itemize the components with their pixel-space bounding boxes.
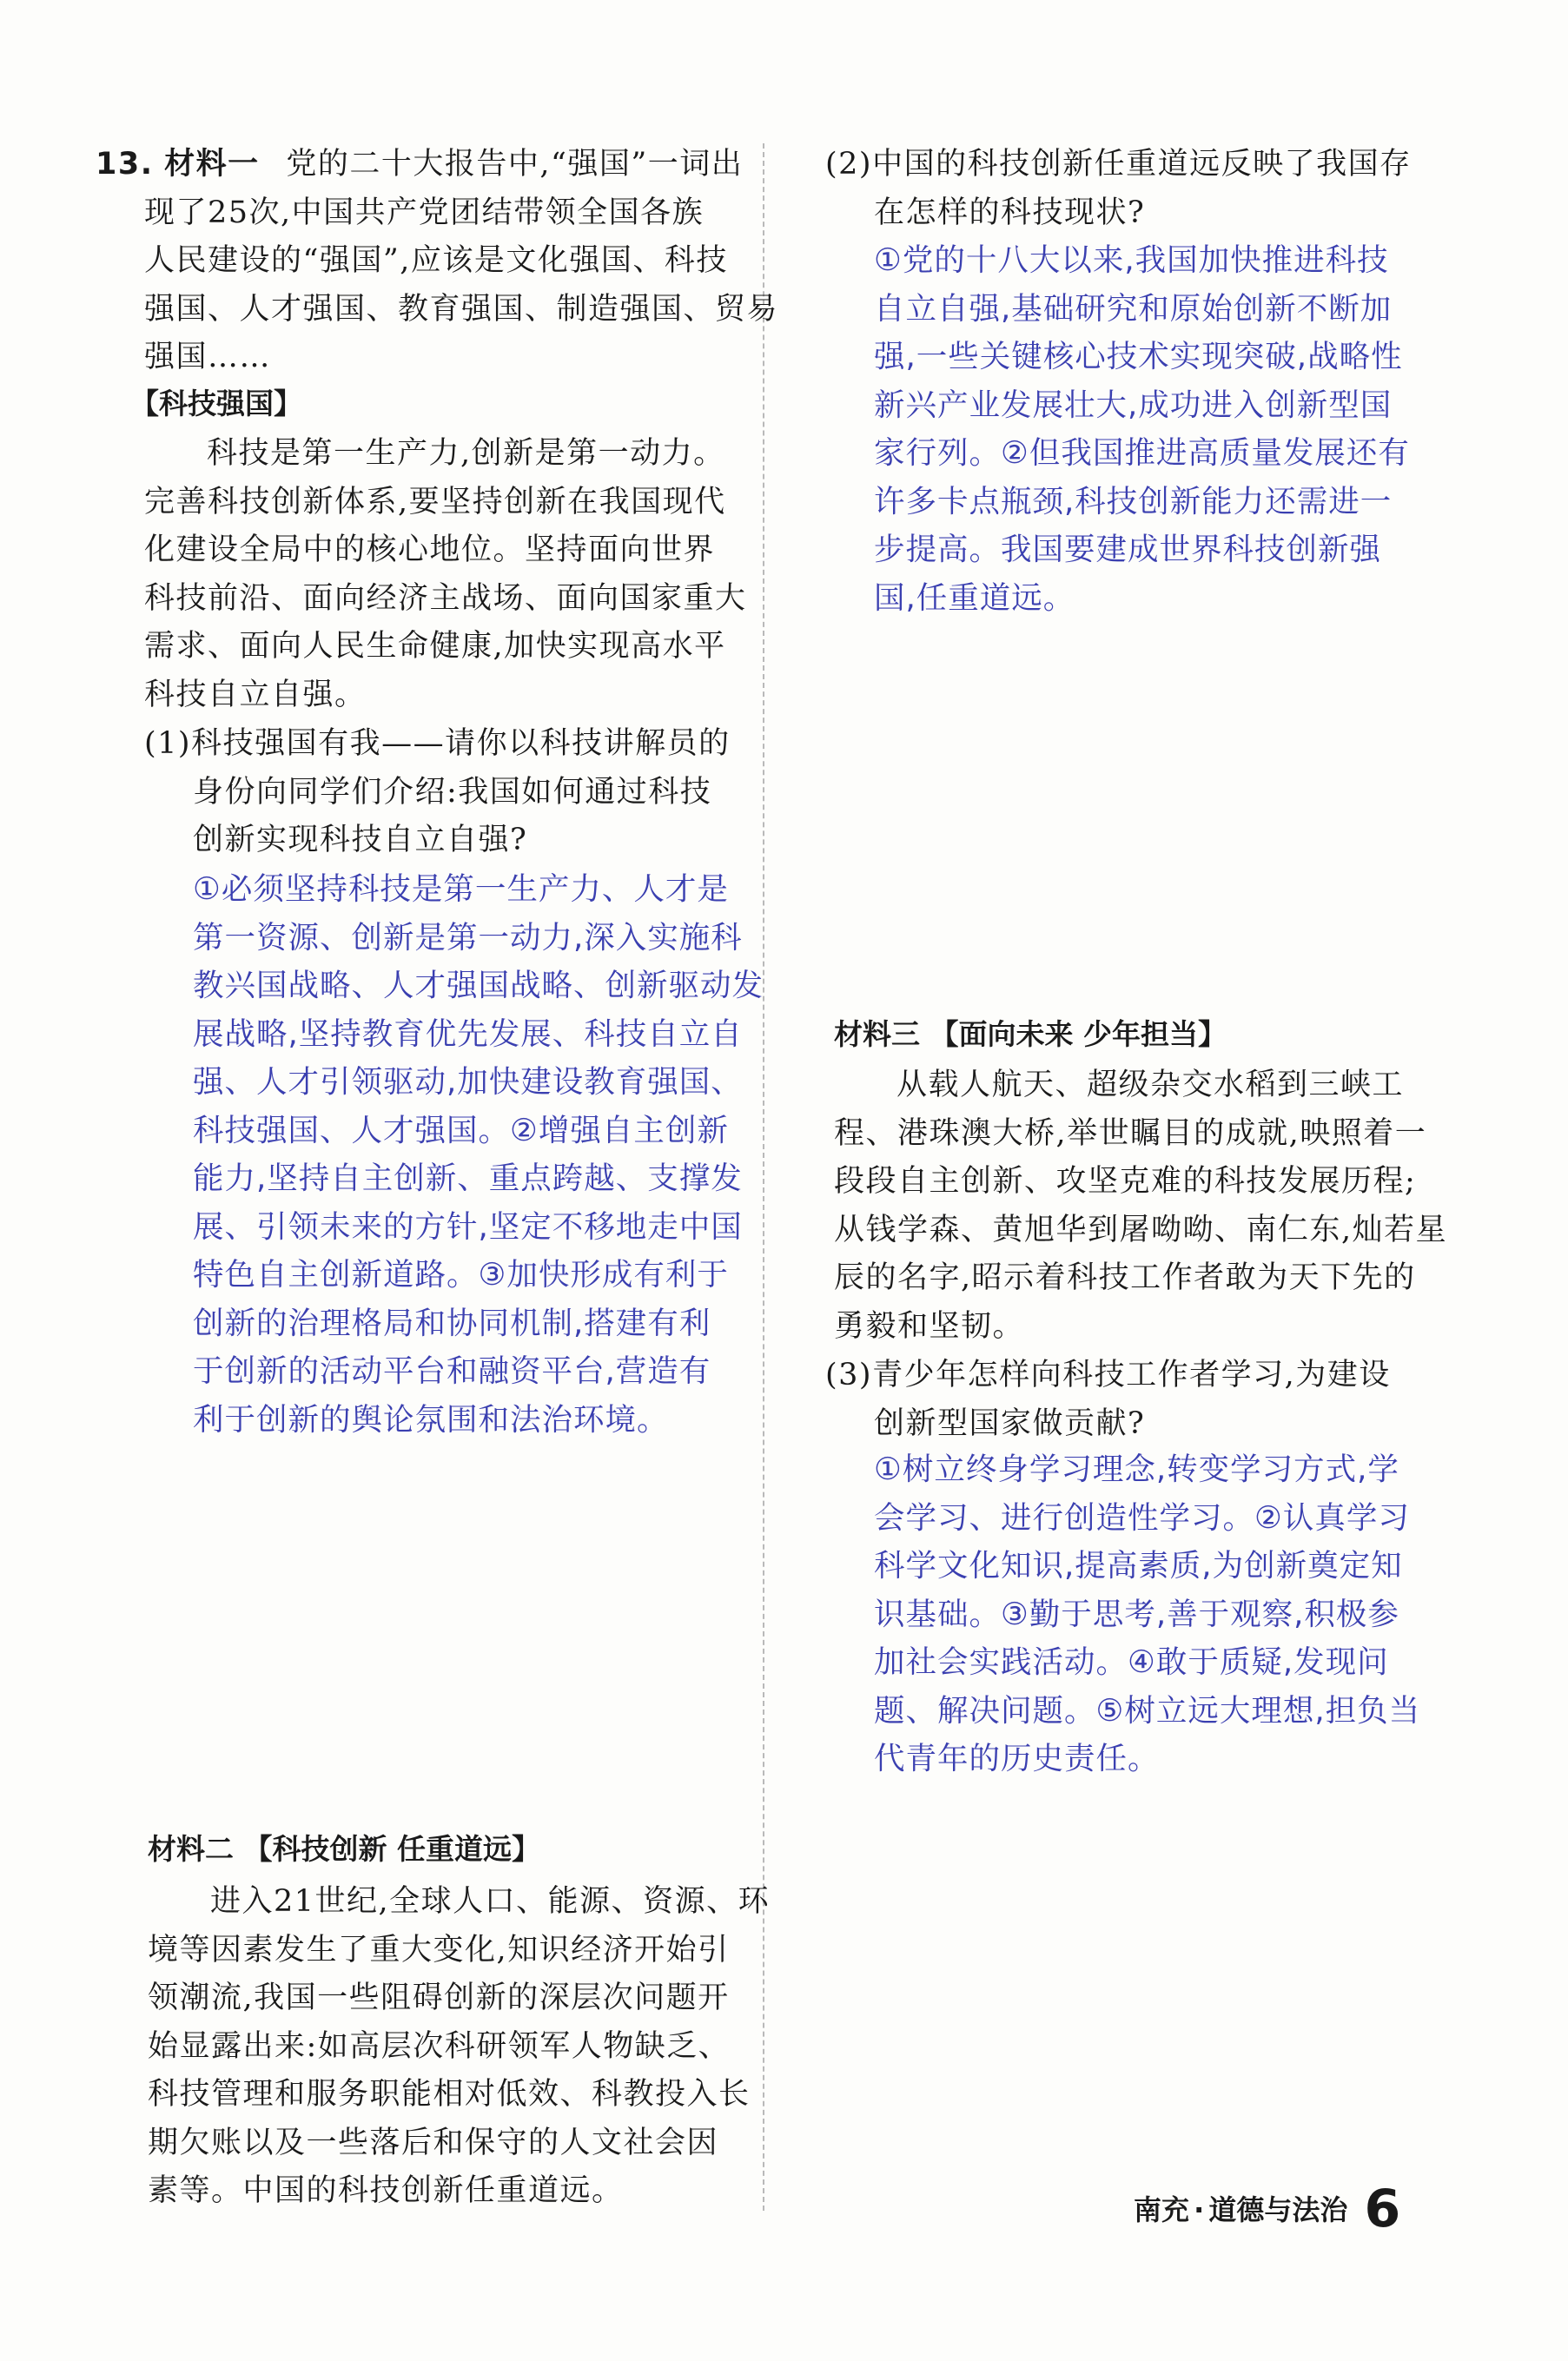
material2-body [148, 1878, 770, 2216]
question-number: 13. [96, 147, 154, 182]
answer2-line: 新兴产业发展壮大,成功进入创新型国 [874, 387, 1393, 423]
q1-line: 身份向同学们介绍:我国如何通过科技 [193, 774, 712, 810]
answer2-line: 国,任重道远。 [874, 579, 1075, 616]
answer2-block [874, 236, 1410, 622]
material1-line: 人民建设的“强国”,应该是文化强国、科技 [144, 243, 728, 278]
footer-subject: 道德与法治 [1208, 2193, 1348, 2226]
material3-line: 辰的名字,昭示着科技工作者敢为天下先的 [834, 1260, 1416, 1295]
material3-line: 勇毅和坚韧。 [834, 1308, 1025, 1344]
answer1-line: 展、引领未来的方针,坚定不移地走中国 [193, 1208, 743, 1245]
material2-title: 材料二 【科技创新 任重道远】 [148, 1832, 540, 1866]
answer3-line: 科学文化知识,提高素质,为创新奠定知 [874, 1548, 1403, 1584]
material2-line: 科技管理和服务职能相对低效、科教投入长 [148, 2077, 751, 2112]
q3-block [825, 1352, 1391, 1448]
answer3-block [874, 1445, 1420, 1783]
section1-line: 完善科技创新体系,要坚持创新在我国现代 [144, 484, 726, 519]
section1-title: 【科技强国】 [130, 387, 302, 420]
material3-line: 从载人航天、超级杂交水稻到三峡工 [896, 1068, 1405, 1102]
page-footer [1134, 2179, 1400, 2239]
footer-region: 南充 [1134, 2193, 1190, 2226]
answer1-block [193, 865, 764, 1444]
material1-line: 强国、人才强国、教育强国、制造强国、贸易 [144, 291, 779, 327]
answer1-line: 科技强国、人才强国。②增强自主创新 [193, 1112, 729, 1148]
footer-separator: · [1194, 2193, 1205, 2226]
q2-line: (2)中国的科技创新任重道远反映了我国存 [825, 147, 1412, 182]
material3-body [834, 1061, 1447, 1351]
answer2-line: 自立自强,基础研究和原始创新不断加 [874, 290, 1393, 327]
answer1-line: 特色自主创新道路。③加快形成有利于 [193, 1257, 729, 1293]
answer3-line: 识基础。③勤于思考,善于观察,积极参 [874, 1596, 1399, 1632]
answer1-line: 利于创新的舆论氛围和法治环境。 [193, 1401, 669, 1438]
material1-block [96, 141, 778, 382]
answer2-line: 步提高。我国要建成世界科技创新强 [874, 532, 1382, 567]
material2-line: 期欠账以及一些落后和保守的人文社会因 [148, 2125, 719, 2160]
section1-line: 需求、面向人民生命健康,加快实现高水平 [144, 629, 726, 664]
answer3-line: ①树立终身学习理念,转变学习方式,学 [874, 1452, 1399, 1487]
material1-label: 材料一 [164, 147, 260, 182]
section1-line: 科技前沿、面向经济主战场、面向国家重大 [144, 580, 747, 616]
material2-line: 始显露出来:如高层次科研领军人物缺乏、 [148, 2028, 731, 2064]
answer3-line: 加社会实践活动。④敢于质疑,发现问 [874, 1644, 1389, 1680]
answer1-line: 第一资源、创新是第一动力,深入实施科 [193, 919, 743, 956]
section1-line: 科技是第一生产力,创新是第一动力。 [207, 436, 725, 471]
answer2-line: 强,一些关键核心技术实现突破,战略性 [874, 339, 1403, 374]
material3-title: 材料三 【面向未来 少年担当】 [834, 1017, 1227, 1051]
material3-line: 从钱学森、黄旭华到屠呦呦、南仁东,灿若星 [834, 1212, 1448, 1247]
material1-line: 现了25次,中国共产党团结带领全国各族 [144, 195, 705, 230]
material1-first-line [96, 141, 778, 189]
q2-block [825, 141, 1412, 237]
material1-line: 强国…… [144, 340, 272, 374]
answer1-line: 展战略,坚持教育优先发展、科技自立自 [193, 1015, 743, 1052]
material2-line: 境等因素发生了重大变化,知识经济开始引 [148, 1932, 730, 1968]
answer2-line: 许多卡点瓶颈,科技创新能力还需进一 [874, 483, 1393, 519]
answer1-line: 强、人才引领驱动,加快建设教育强国、 [193, 1064, 743, 1100]
q1-line: 创新实现科技自立自强? [193, 823, 528, 857]
answer2-line: ①党的十八大以来,我国加快推进科技 [874, 242, 1389, 278]
q3-line: 创新型国家做贡献? [874, 1405, 1146, 1441]
answer1-line: 能力,坚持自主创新、重点跨越、支撑发 [193, 1161, 743, 1196]
answer1-line: 创新的治理格局和协同机制,搭建有利 [193, 1305, 711, 1341]
section1-line: 科技自立自强。 [144, 677, 367, 712]
answer1-line: 于创新的活动平台和融资平台,营造有 [193, 1353, 711, 1389]
answer2-line: 家行列。②但我国推进高质量发展还有 [874, 435, 1410, 471]
material2-line: 素等。中国的科技创新任重道远。 [148, 2173, 624, 2208]
section1-line: 化建设全局中的核心地位。坚持面向世界 [144, 532, 716, 567]
material2-line: 进入21世纪,全球人口、能源、资源、环 [210, 1884, 771, 1919]
answer3-line: 题、解决问题。⑤树立远大理想,担负当 [874, 1692, 1421, 1729]
page-number: 6 [1364, 2179, 1401, 2239]
section1-body [144, 430, 747, 719]
q3-line: (3)青少年怎样向科技工作者学习,为建设 [825, 1358, 1391, 1392]
answer3-line: 会学习、进行创造性学习。②认真学习 [874, 1499, 1410, 1536]
material2-line: 领潮流,我国一些阻碍创新的深层次问题开 [148, 1981, 730, 2015]
q2-line: 在怎样的科技现状? [874, 195, 1146, 230]
material3-line: 段段自主创新、攻坚克难的科技发展历程; [834, 1164, 1417, 1199]
material1-line: 党的二十大报告中,“强国”一词出 [286, 147, 744, 182]
material3-line: 程、港珠澳大桥,举世瞩目的成就,映照着一 [834, 1115, 1427, 1151]
q1-block [144, 720, 731, 865]
answer1-line: 教兴国战略、人才强国战略、创新驱动发 [193, 968, 764, 1003]
q1-line: (1)科技强国有我——请你以科技讲解员的 [144, 726, 731, 761]
answer3-line: 代青年的历史责任。 [874, 1741, 1160, 1776]
answer1-line: ①必须坚持科技是第一生产力、人才是 [193, 871, 729, 907]
